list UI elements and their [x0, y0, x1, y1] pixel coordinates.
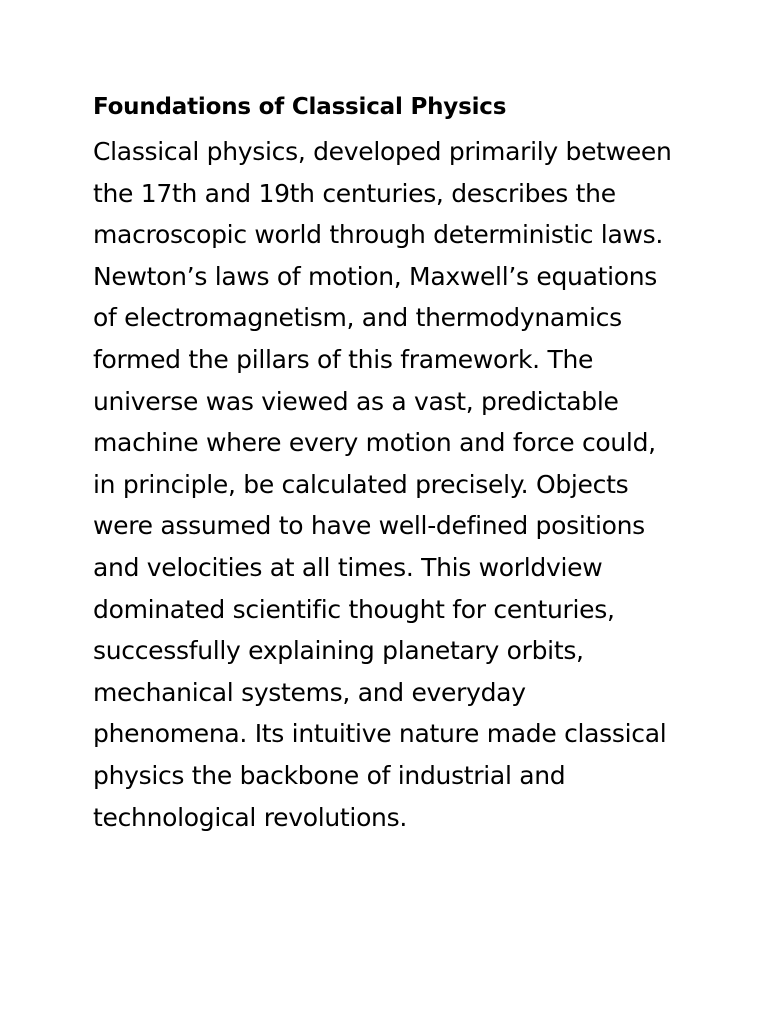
document-content	[93, 90, 683, 838]
document-title: Foundations of Classical Physics	[93, 94, 507, 120]
document-paragraph: Classical physics, developed primarily between the 17th and 19th centuries, describes the macroscopic world through deterministic laws. Newton’s laws of motion, Maxwell’s equations of electromagnetism, and thermodynamics formed the pillars of this framework. The universe was viewed as a vast, predictable machine where every motion and force could, in principle, be calculated precisely. Objects were assumed to have well-defined positions and velocities at all times. This worldview dominated scientific thought for centuries, successfully explaining planetary orbits, mechanical systems, and everyday phenomena. Its intuitive nature made classical physics the backbone of industrial and technological revolutions.	[93, 137, 672, 832]
